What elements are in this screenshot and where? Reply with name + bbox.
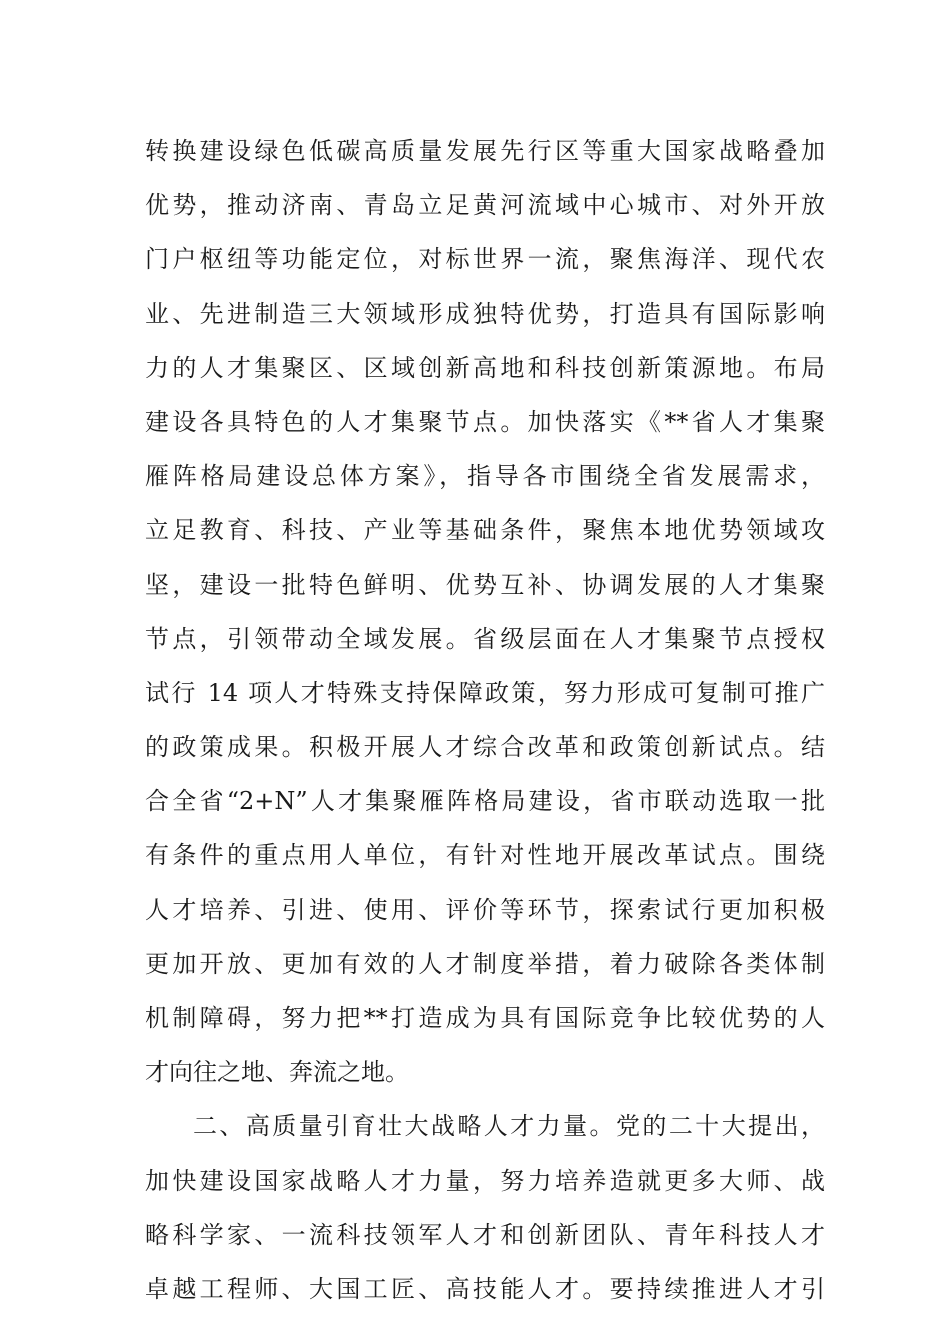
text-line: 试行 14 项人才特殊支持保障政策，努力形成可复制可推广	[145, 678, 825, 707]
text-line: 机制障碍，努力把**打造成为具有国际竞争比较优势的人	[145, 1004, 825, 1032]
text-line: 门户枢纽等功能定位，对标世界一流，聚焦海洋、现代农	[145, 245, 825, 274]
text-line: 加快建设国家战略人才力量，努力培养造就更多大师、战	[145, 1166, 825, 1195]
text-line: 雁阵格局建设总体方案》，指导各市围绕全省发展需求，	[145, 462, 825, 491]
text-line: 合全省“2+N”人才集聚雁阵格局建设，省市联动选取一批	[145, 787, 825, 816]
text-line: 立足教育、科技、产业等基础条件，聚焦本地优势领域攻	[145, 516, 825, 545]
text-line: 坚，建设一批特色鲜明、优势互补、协调发展的人才集聚	[145, 570, 825, 599]
text-line: 略科学家、一流科技领军人才和创新团队、青年科技人才	[145, 1220, 825, 1249]
text-line: 卓越工程师、大国工匠、高技能人才。要持续推进人才引	[145, 1274, 825, 1303]
section-heading-line: 二、高质量引育壮大战略人才力量。党的二十大提出，	[193, 1112, 825, 1141]
text-line: 建设各具特色的人才集聚节点。加快落实《**省人才集聚	[145, 407, 825, 436]
text-line: 有条件的重点用人单位，有针对性地开展改革试点。围绕	[145, 841, 825, 870]
body-text	[145, 124, 825, 1316]
text-line: 的政策成果。积极开展人才综合改革和政策创新试点。结	[145, 733, 825, 762]
text-line: 转换建设绿色低碳高质量发展先行区等重大国家战略叠加	[145, 137, 825, 165]
text-line: 人才培养、引进、使用、评价等环节，探索试行更加积极	[145, 895, 825, 924]
text-line: 业、先进制造三大领域形成独特优势，打造具有国际影响	[145, 299, 825, 328]
text-line: 优势，推动济南、青岛立足黄河流域中心城市、对外开放	[145, 191, 825, 220]
text-line: 力的人才集聚区、区域创新高地和科技创新策源地。布局	[145, 353, 825, 382]
text-line: 节点，引领带动全域发展。省级层面在人才集聚节点授权	[145, 624, 825, 653]
paragraph-end-line: 才向往之地、奔流之地。	[145, 1058, 409, 1087]
text-line: 更加开放、更加有效的人才制度举措，着力破除各类体制	[145, 949, 825, 978]
